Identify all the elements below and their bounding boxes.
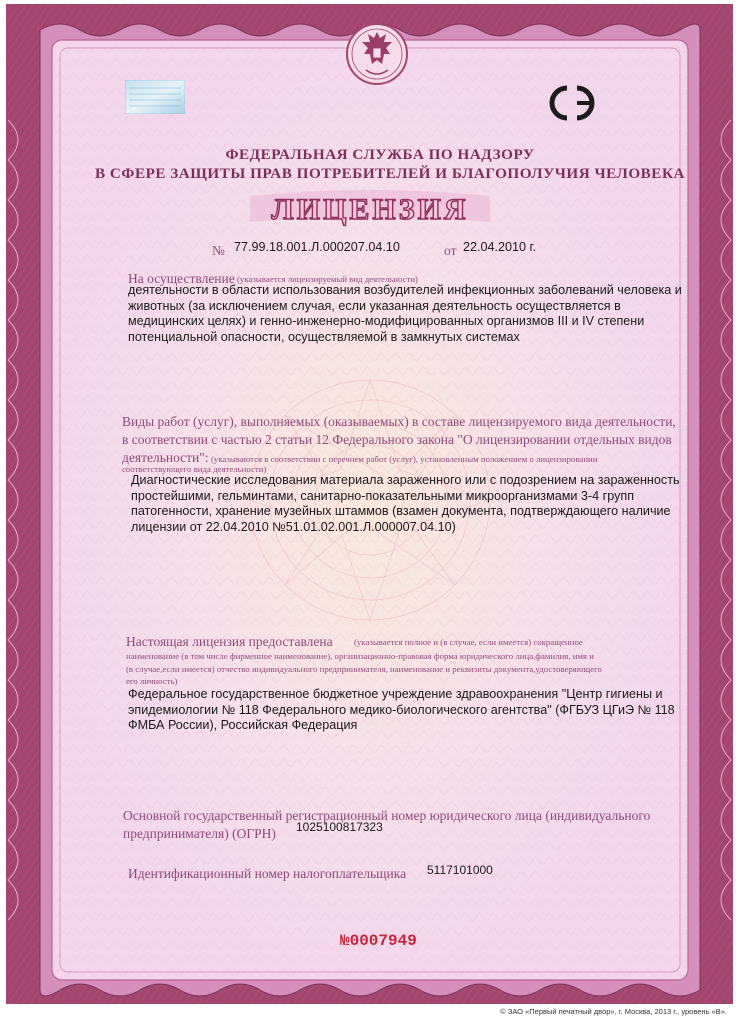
ogrn-value: 1025100817323 xyxy=(296,820,383,834)
agency-name-line2: В СФЕРЕ ЗАЩИТЫ ПРАВ ПОТРЕБИТЕЛЕЙ И БЛАГОПОЛУЧИЯ ЧЕЛОВЕКА xyxy=(95,165,685,182)
double-headed-eagle-emblem xyxy=(346,20,408,90)
holder-label: Настоящая лицензия предоставлена xyxy=(126,634,333,649)
holder-hint: (указывается полное и (в случае, если имеется) сокращенное xyxy=(354,637,583,647)
printer-credit: © ЗАО «Первый печатный двор», г. Москва, 2013 г., уровень «В». xyxy=(500,1007,727,1016)
activity-label: На осуществление xyxy=(128,271,235,286)
works-line: патогенности, хранение музейных штаммов (взамен документа, подтверждающего наличие xyxy=(131,504,671,519)
activity-line: потенциальной опасности, осуществляемой в замкнутых системах xyxy=(128,329,520,344)
works-label-line: деятельности": xyxy=(122,450,209,465)
hologram-sticker xyxy=(125,80,185,114)
activity-line: медицинских целях) и генно-инженерно-модифицированных организмов III и IV степени xyxy=(128,314,645,329)
ogrn-label-line2: предпринимателя) (ОГРН) xyxy=(123,826,276,841)
works-line: Диагностические исследования материала зараженного или с подозрением на зараженность xyxy=(131,473,680,487)
inn-label: Идентификационный номер налогоплательщика xyxy=(128,866,407,881)
works-label-line: в соответствии с частью 2 статьи 12 Федерального закона "О лицензировании отдельных видов xyxy=(122,432,672,447)
agency-name-line1: ФЕДЕРАЛЬНАЯ СЛУЖБА ПО НАДЗОРУ xyxy=(225,146,535,163)
inn-value: 5117101000 xyxy=(427,863,493,877)
activity-text xyxy=(128,283,682,345)
holder-text xyxy=(128,687,675,734)
works-hint: (указываются в соответствии с перечнем работ (услуг), установленным положением о лицензировании xyxy=(211,454,598,464)
activity-hint: (указывается лицензируемый вид деятельности) xyxy=(237,274,418,284)
holder-line: ФМБА России), Российская Федерация xyxy=(128,718,358,733)
holder-hint: наименование (в том числе фирменное наименование), организационно-правовая форма юридического лица,фамилия, имя и xyxy=(126,651,594,661)
document-title xyxy=(220,190,520,228)
document-title-text: ЛИЦЕНЗИЯ xyxy=(271,193,469,226)
works-line: простейшими, гельминтами, санитарно-показательными микроорганизмами 3-4 групп xyxy=(131,488,635,503)
license-date: 22.04.2010 г. xyxy=(463,240,537,254)
ce-mark-icon xyxy=(537,82,607,124)
works-text xyxy=(131,473,680,535)
license-date-label: от xyxy=(444,243,457,258)
activity-line: деятельности в области использования возбудителей инфекционных заболеваний человека и xyxy=(128,283,682,297)
form-serial-number: №0007949 xyxy=(340,932,417,950)
activity-line: животных (за исключением случая, если указанная деятельность осуществляется в xyxy=(128,298,621,313)
ogrn-label-line1: Основной государственный регистрационный номер юридического лица (индивидуального xyxy=(123,808,651,823)
holder-line: эпидемиологии № 118 Федерального медико-биологического агентства" (ФГБУЗ ЦГиЭ № 118 xyxy=(128,702,675,717)
works-label-line: Виды работ (услуг), выполняемых (оказываемых) в составе лицензируемого вида деятельности, xyxy=(122,414,676,429)
holder-hint: (в случае,если имеется) отчество индивидуального предпринимателя, наименование и реквизиты документа,удостоверяющего xyxy=(126,664,602,674)
works-hint: соответствующего вида деятельности) xyxy=(122,464,267,474)
works-line: лицензии от 22.04.2010 №51.01.02.001.Л.000007.04.10) xyxy=(131,519,456,534)
license-number: 77.99.18.001.Л.000207.04.10 xyxy=(234,240,400,254)
license-number-label: № xyxy=(212,243,225,258)
holder-line: Федеральное государственное бюджетное учреждение здравоохранения "Центр гигиены и xyxy=(128,687,663,701)
holder-hint: его личность) xyxy=(126,676,178,686)
